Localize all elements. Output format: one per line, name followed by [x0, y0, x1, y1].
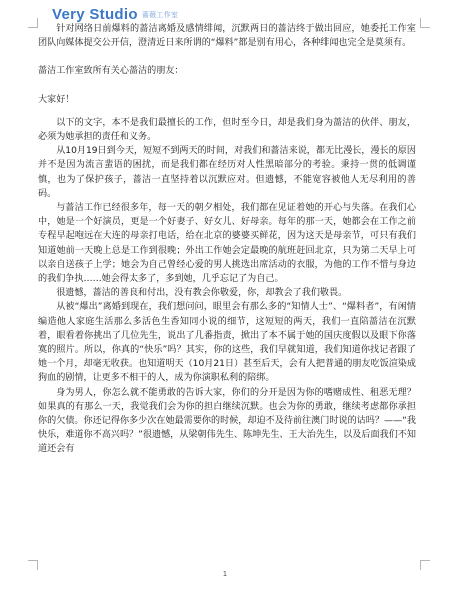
- body-paragraph: 与蔷洁工作已经很多年，每一天的朝夕相处，我们都在见证着她的开心与失落。在我们心中，她是一个好演员，更是一个好妻子、好女儿、好母亲。每年的那一天，她都会在工作之前专程早起咆远在大连的母亲打电话，给在北京的婆婆买鲜花，因为这天是母亲节，可只有我们知道她前一天晚上总是工作到很晚；外出工作她会定最晚的航班赶回北京，只为第二天早上可以亲自送孩子上学；她会为自己曾经心爱的男人挑选出席活动的衣服，为他的工作不惜与身边的我们争执……她会得太多了，多到她，几乎忘记了为自己。: [38, 203, 416, 285]
- margin-mark-bottom-left: [28, 560, 38, 570]
- body-paragraph: 从10月19日到今天，短短不到两天的时间，对我们和蔷洁来说，都无比漫长，漫长的原因并不是因为流言蜚语的困扰，而是我们都在经历对人性黑暗部分的考验。秉持一贯的低调谨慎，也为了保护孩子，蔷洁一直坚持着以沉默应对。但遗憾，不能宽容被他人无尽利用的善码。: [38, 146, 416, 199]
- margin-mark-bottom-right: [420, 560, 430, 570]
- intro-paragraph: 针对网络日前爆料的蔷洁离婚及感情绯闻，沉默两日的蔷洁终于做出回应，她委托工作室团队向媒体提交公开信，澄清近日来所谓的“爆料”都是别有用心，各种绯闻也完全是莫须有。: [38, 24, 416, 49]
- body-paragraph: 以下的文字，本不是我们最擅长的工作，但时至今日，却是我们身为蔷洁的伙伴、朋友，必须为她承担的责任和义务。: [38, 117, 416, 143]
- page-number: 1: [222, 570, 228, 578]
- letter-greeting: 大家好！: [38, 94, 75, 105]
- watermark-subtitle: 蔷薇工作室: [141, 12, 179, 20]
- margin-mark-top-left: [28, 18, 38, 28]
- body-paragraph: 很遗憾，蔷洁的善良和付出，没有教会你敬爱，你，却教会了我们敬畏。: [56, 288, 348, 299]
- watermark-brand: Very Studio: [52, 6, 138, 23]
- margin-mark-top-right: [420, 18, 430, 28]
- studio-watermark-logo: [52, 6, 178, 23]
- statement-body: [38, 22, 416, 457]
- letter-heading: 蔷洁工作室致所有关心蔷洁的朋友：: [38, 66, 184, 77]
- body-paragraph: 从被“爆出”离婚到现在，我们想问问，眼里会有那么多的“知情人士”、“爆料者”，有闲情编造他人家庭生活那么多活色生香知同小说的细节，这短短的两天，我们一直陪蔷洁在沉默着，眼看着你挑出了几位先生，说出了几番指责，掀出了本不属于她的国庆度假以及眼下你落寞的照片。所以，你真的“快乐”吗？其实，你的这些，我们早就知道，我们知道你找记者跟了她一个月，却毫无收获。也知道明天（10月21日）甚至后天，会有人把普通的朋友吃饭渲染成狗血的剧情，让更多不相干的人，成为你演职私利的陪绑。: [38, 302, 416, 384]
- body-paragraph: 身为男人，你怎么就不能勇敢的告诉大家，你们的分开是因为你的嗜赌成性、租恶无理？如果真的有那么一天，我觉我们会为你的担白继续沉默。也会为你的勇敢，继续考虑都你承担你的欠债。你还记得你多少次在她最需要你的时候，却迫不及待前往澳门时说的诂吗？——“我快乐，难道你不高兴吗？”很遗憾，从梁朝伟先生、陈坤先生、王大治先生，以及后面我们不知道还会有: [38, 387, 416, 455]
